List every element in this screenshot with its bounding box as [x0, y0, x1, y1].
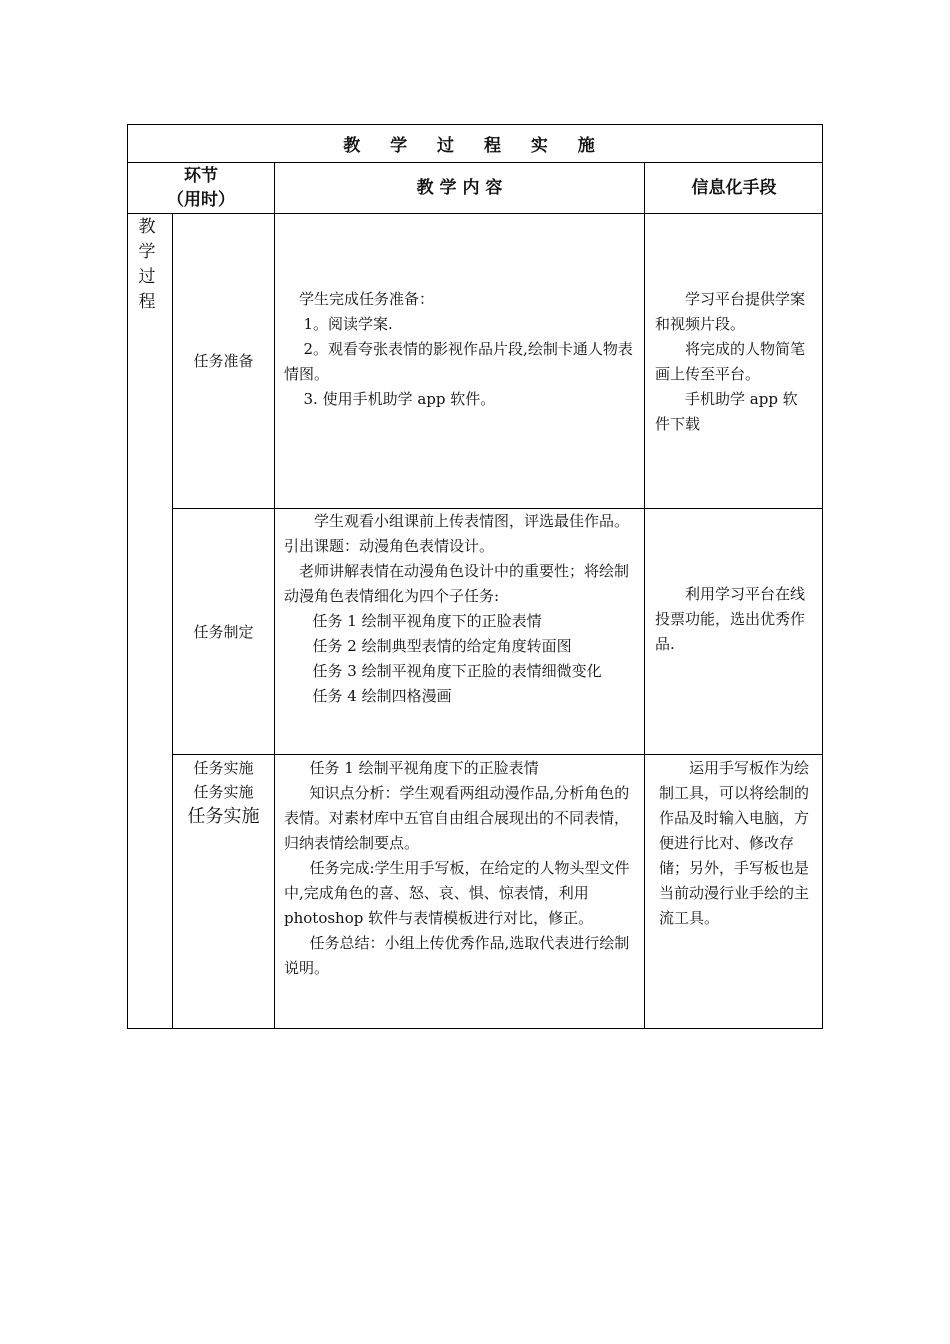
content-line: 任务 1 绘制平视角度下的正脸表情 [309, 759, 539, 777]
content-task-prep [284, 287, 636, 412]
info-line: 将完成的人物简笔画上传至平台。 [655, 340, 806, 383]
info-line: 运用手写板作为绘制工具，可以将绘制的作品及时输入电脑，方便进行比对、修改存储；另外，手写板也是当前动漫行业手绘的主流工具。 [659, 759, 810, 927]
stage-line: 任务实施 [187, 806, 260, 827]
content-task-implement [284, 756, 636, 981]
content-line: 老师讲解表情在动漫角色设计中的重要性；将绘制动漫角色表情细化为四个子任务: [284, 562, 630, 605]
stage-task-define: 任务制定 [193, 622, 254, 641]
content-line: 知识点分析：学生观看两组动漫作品,分析角色的表情。对素材库中五官自由组合展现出的不同表情，归纳表情绘制要点。 [284, 784, 630, 852]
header-stage-line2: （用时） [167, 190, 235, 210]
content-line: 任务 3 绘制平视角度下正脸的表情细微变化 [312, 662, 602, 680]
process-label: 教 学 过 程 [138, 217, 156, 312]
info-task-implement [659, 756, 813, 931]
content-line: 任务总结：小组上传优秀作品,选取代表进行绘制说明。 [284, 934, 630, 977]
table-title: 教 学 过 程 实 施 [343, 136, 607, 156]
content-line: 任务 4 绘制四格漫画 [312, 687, 452, 705]
info-task-define [655, 582, 811, 657]
content-line: 学生观看小组课前上传表情图，评选最佳作品。引出课题：动漫角色表情设计。 [284, 512, 630, 555]
content-task-define [284, 509, 636, 709]
content-line: 1。阅读学案. [303, 315, 393, 333]
info-line: 利用学习平台在线投票功能，选出优秀作品. [655, 585, 806, 653]
info-task-prep [655, 287, 811, 437]
divider [173, 754, 822, 755]
stage-line: 任务实施 [193, 783, 254, 801]
divider [644, 163, 645, 1029]
content-line: 任务 1 绘制平视角度下的正脸表情 [312, 612, 542, 630]
stage-line: 任务实施 [193, 759, 254, 777]
header-stage-line1: 环节 [184, 166, 218, 186]
header-content: 教 学 内 容 [416, 178, 503, 198]
content-line: 学生完成任务准备： [299, 290, 435, 308]
content-line: 3. 使用手机助学 app 软件。 [303, 390, 496, 408]
stage-task-implement [173, 756, 274, 830]
header-stage [128, 163, 274, 213]
info-line: 手机助学 app 软件下载 [655, 390, 798, 433]
content-line: 2。观看夸张表情的影视作品片段,绘制卡通人物表情图。 [284, 340, 633, 383]
divider [274, 163, 275, 1029]
info-line: 学习平台提供学案和视频片段。 [655, 290, 806, 333]
content-line: 任务 2 绘制典型表情的给定角度转面图 [312, 637, 572, 655]
stage-task-prep: 任务准备 [193, 352, 254, 370]
content-line: 任务完成:学生用手写板，在给定的人物头型文件中,完成角色的喜、怒、哀、惧、惊表情，利用 photoshop 软件与表情模板进行对比，修正。 [284, 859, 630, 927]
teaching-process-table [127, 124, 823, 1029]
header-info: 信息化手段 [691, 178, 777, 198]
